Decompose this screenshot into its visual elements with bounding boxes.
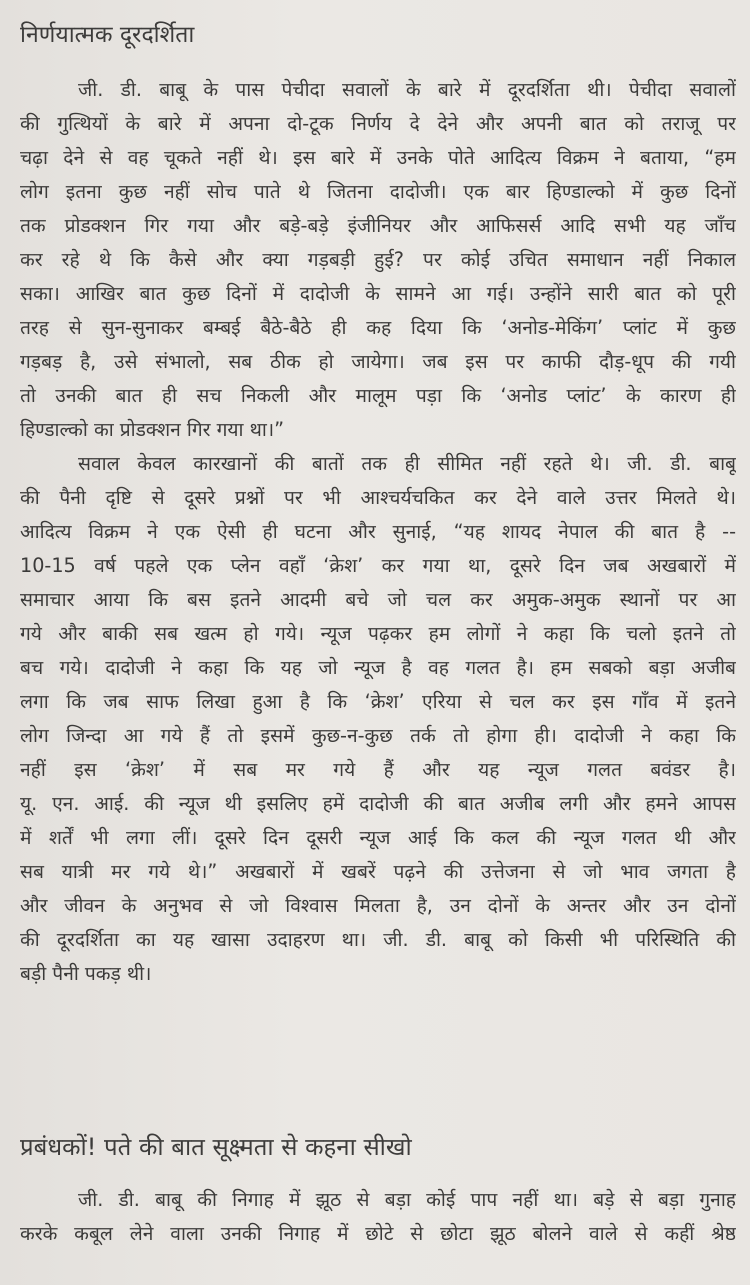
text-line: बच गये। दादोजी ने कहा कि यह जो न्यूज है वह गलत है। हम सबको बड़ा अजीब bbox=[20, 656, 736, 679]
text-line: समाचार आया कि बस इतने आदमी बचे जो चल कर अमुक-अमुक स्थानों पर आ bbox=[20, 588, 736, 611]
section-heading-foresight: निर्णयात्मक दूरदर्शिता bbox=[20, 22, 195, 48]
text-line: जी. डी. बाबू की निगाह में झूठ से बड़ा कोई पाप नहीं था। बड़े से बड़ा गुनाह bbox=[78, 1188, 736, 1211]
text-line: गड़बड़ है, उसे संभालो, सब ठीक हो जायेगा। जब इस पर काफी दौड़-धूप की गयी bbox=[20, 350, 736, 373]
text-line: आदित्य विक्रम ने एक ऐसी ही घटना और सुनाई, “यह शायद नेपाल की बात है -- bbox=[20, 520, 736, 543]
text-line: करके कबूल लेने वाला उनकी निगाह में छोटे से छोटा झूठ बोलने वाले से कहीं श्रेष्ठ bbox=[20, 1222, 736, 1245]
text-line: 10-15 वर्ष पहले एक प्लेन वहाँ ‘क्रेश’ कर गया था, दूसरे दिन जब अखबारों में bbox=[20, 554, 736, 577]
text-line: गये और बाकी सब खत्म हो गये। न्यूज पढ़कर हम लोगों ने कहा कि चलो इतने तो bbox=[20, 622, 736, 645]
text-line: लोग इतना कुछ नहीं सोच पाते थे जितना दादोजी। एक बार हिण्डाल्को में कुछ दिनों bbox=[20, 180, 736, 203]
text-line: तो उनकी बात ही सच निकली और मालूम पड़ा कि ‘अनोड प्लांट’ के कारण ही bbox=[20, 384, 736, 407]
text-line: हिण्डाल्को का प्रोडक्शन गिर गया था।” bbox=[20, 418, 285, 441]
text-line: नहीं इस ‘क्रेश’ में सब मर गये हैं और यह न्यूज गलत बवंडर है। bbox=[20, 758, 736, 781]
text-line: बड़ी पैनी पकड़ थी। bbox=[20, 962, 152, 985]
text-line: तरह से सुन-सुनाकर बम्बई बैठे-बैठे ही कह दिया कि ‘अनोड-मेकिंग’ प्लांट में कुछ bbox=[20, 316, 736, 339]
text-line: सब यात्री मर गये थे।” अखबारों में खबरें पढ़ने की उत्तेजना से जो भाव जगता है bbox=[20, 860, 736, 883]
text-line: तक प्रोडक्शन गिर गया और बड़े-बड़े इंजीनियर और आफिसर्स आदि सभी यह जाँच bbox=[20, 214, 736, 237]
text-line: की गुत्थियों के बारे में अपना दो-टूक निर्णय दे देने और अपनी बात को तराजू पर bbox=[20, 112, 736, 135]
text-line: में शर्तें भी लगा लीं। दूसरे दिन दूसरी न्यूज आई कि कल की न्यूज गलत थी और bbox=[20, 826, 736, 849]
text-line: यू. एन. आई. की न्यूज थी इसलिए हमें दादोजी की बात अजीब लगी और हमने आपस bbox=[20, 792, 736, 815]
text-line: और जीवन के अनुभव से जो विश्वास मिलता है, उन दोनों के अन्तर और उन दोनों bbox=[20, 894, 736, 917]
text-line: कर रहे थे कि कैसे और क्या गड़बड़ी हुई? पर कोई उचित समाधान नहीं निकाल bbox=[20, 248, 736, 271]
text-line: सवाल केवल कारखानों की बातों तक ही सीमित नहीं रहते थे। जी. डी. बाबू bbox=[78, 452, 736, 475]
text-line: चढ़ा देने से वह चूकते नहीं थे। इस बारे में उनके पोते आदित्य विक्रम ने बताया, “हम bbox=[20, 146, 736, 169]
text-line: लोग जिन्दा आ गये हैं तो इसमें कुछ-न-कुछ तर्क तो होगा ही। दादोजी ने कहा कि bbox=[20, 724, 736, 747]
text-line: की दूरदर्शिता का यह खासा उदाहरण था। जी. डी. बाबू को किसी भी परिस्थिति की bbox=[20, 928, 736, 951]
text-line: सका। आखिर बात कुछ दिनों में दादोजी के सामने आ गई। उन्होंने सारी बात को पूरी bbox=[20, 282, 736, 305]
section-heading-managers: प्रबंधकों! पते की बात सूक्ष्मता से कहना सीखो bbox=[20, 1133, 412, 1161]
text-line: जी. डी. बाबू के पास पेचीदा सवालों के बारे में दूरदर्शिता थी। पेचीदा सवालों bbox=[78, 78, 736, 101]
text-line: की पैनी दृष्टि से दूसरे प्रश्नों पर भी आश्चर्यचकित कर देने वाले उत्तर मिलते थे। bbox=[20, 486, 736, 509]
text-line: लगा कि जब साफ लिखा हुआ है कि ‘क्रेश’ एरिया से चल कर इस गाँव में इतने bbox=[20, 690, 736, 713]
